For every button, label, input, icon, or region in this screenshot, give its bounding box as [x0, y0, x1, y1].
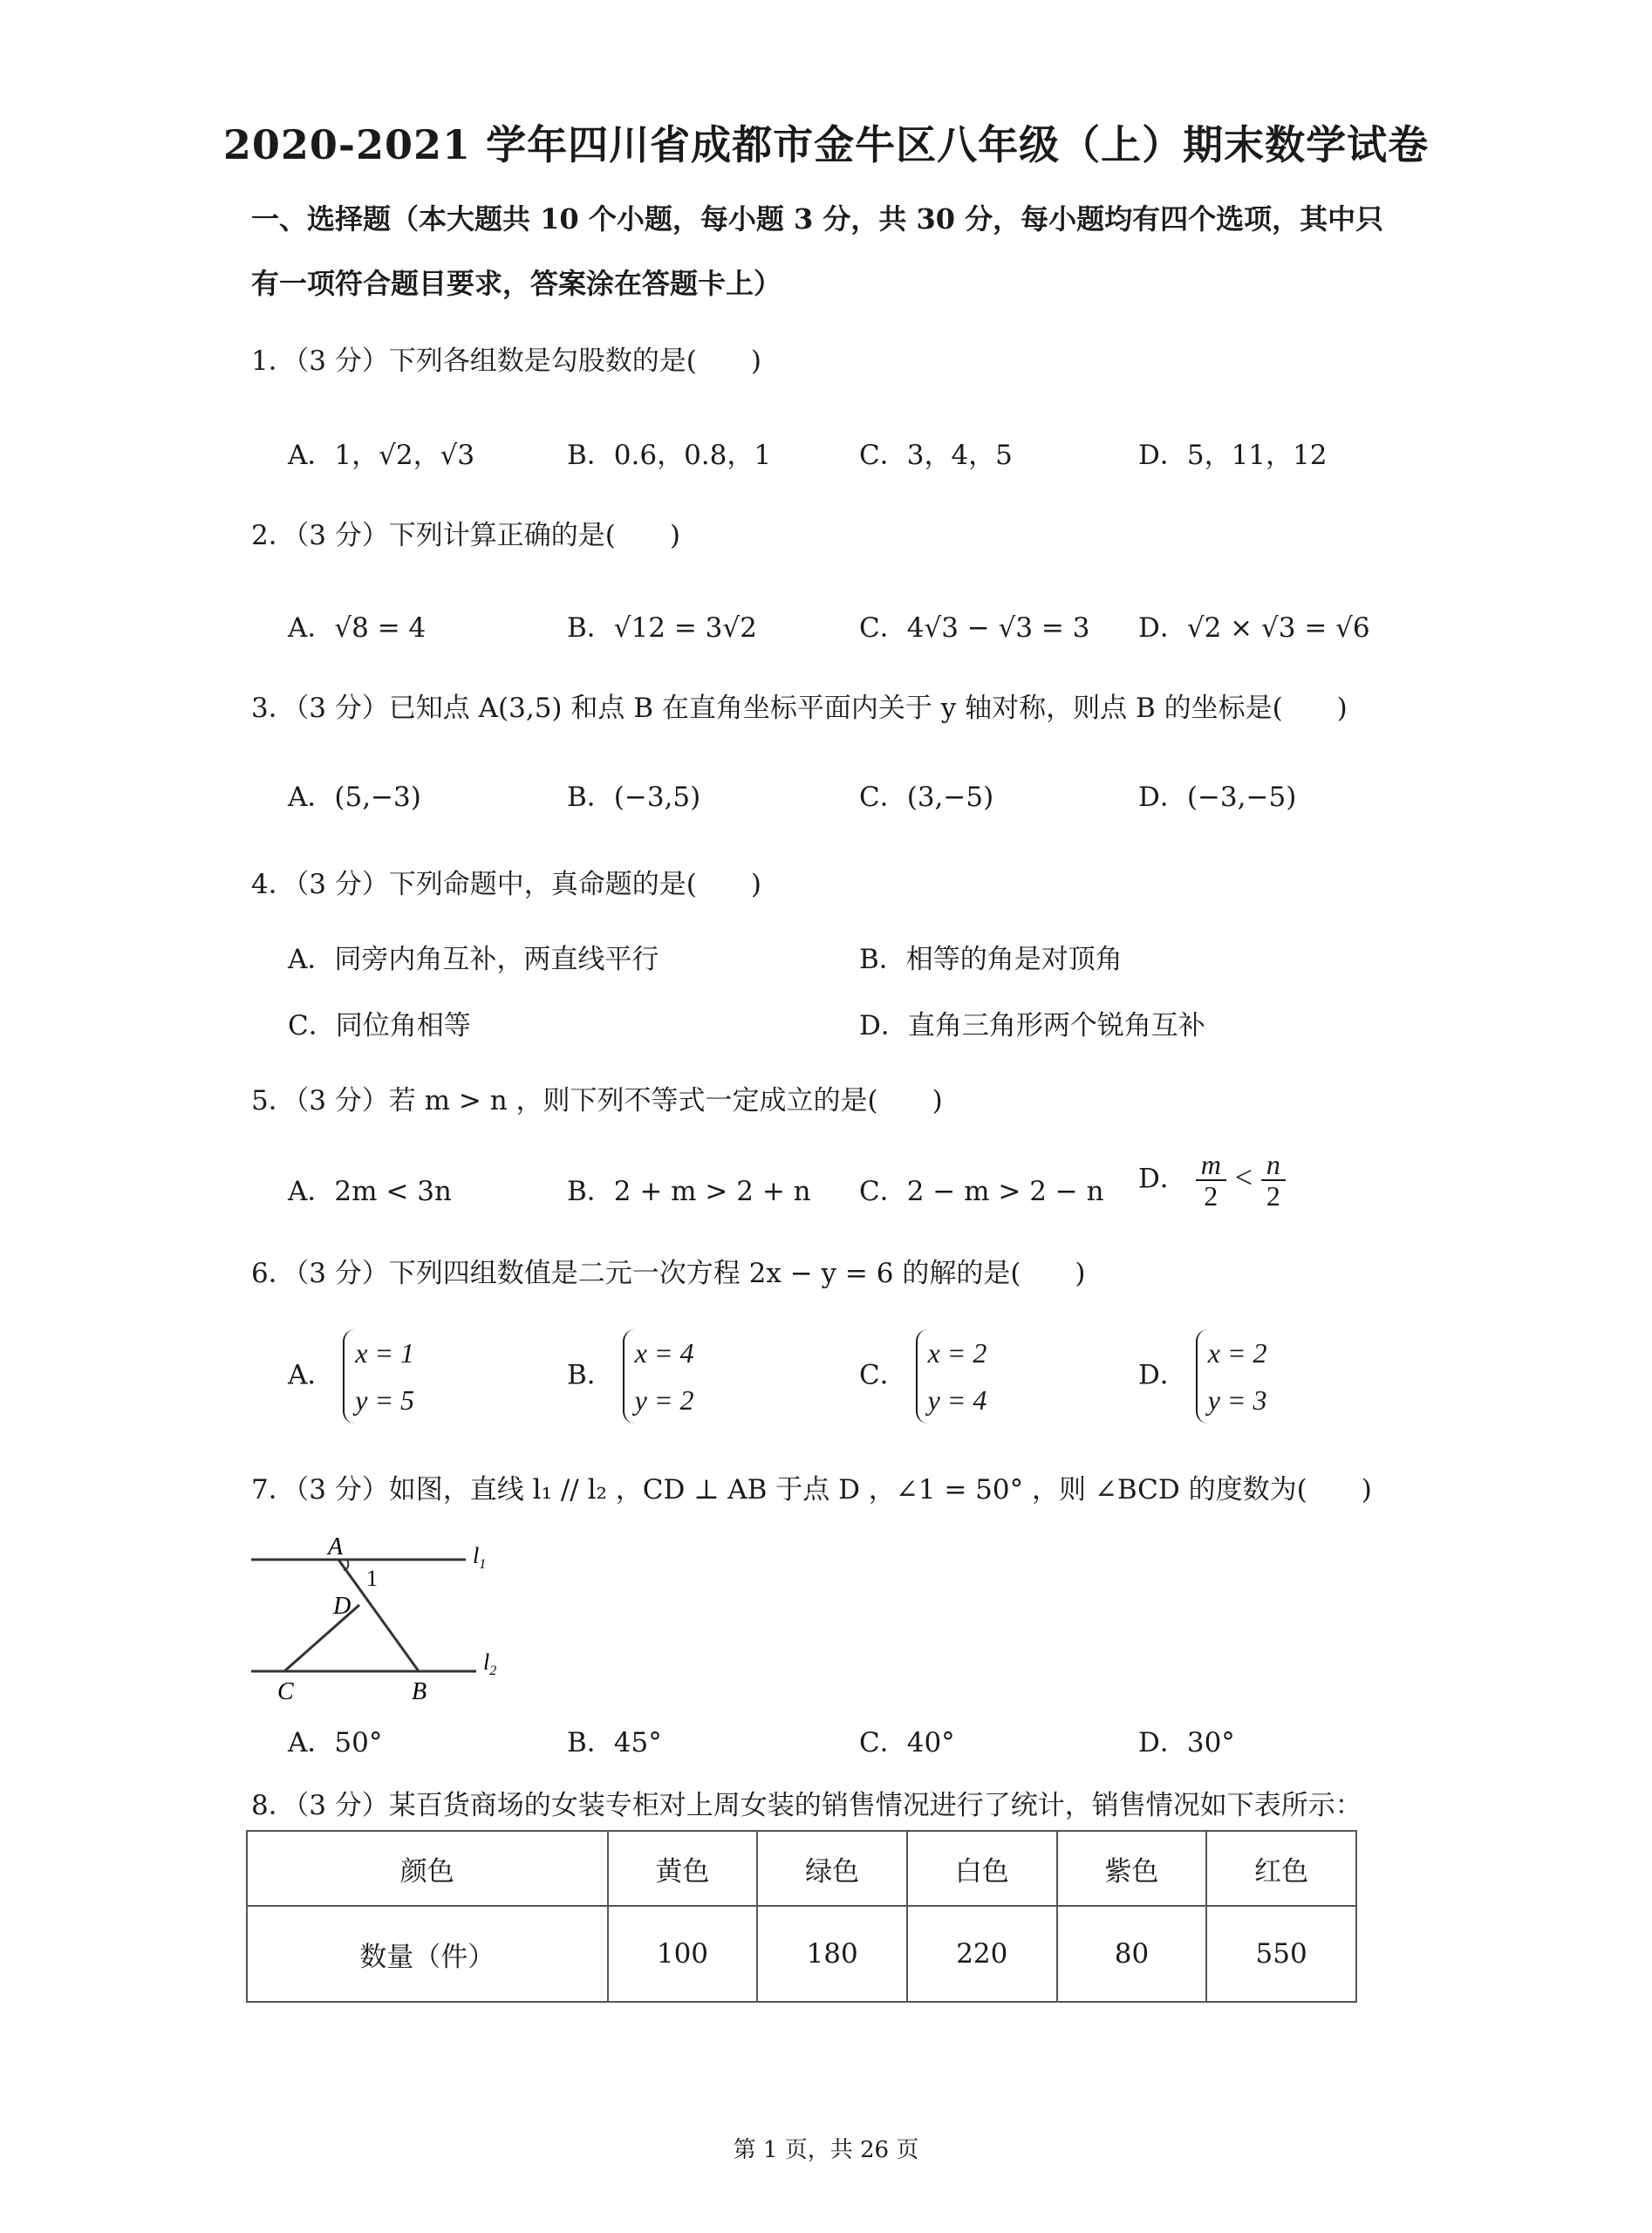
table-cell: 550 [1206, 1906, 1356, 2002]
label-a: A [328, 1533, 344, 1560]
equation-system: x = 2 y = 3 [1196, 1329, 1267, 1424]
q7-option-c: C．40° [859, 1727, 955, 1758]
q2-option-a: A．√8 = 4 [288, 612, 427, 644]
question-2-stem: 2．（3 分）下列计算正确的是( ) [251, 520, 680, 551]
table-cell: 红色 [1206, 1831, 1356, 1906]
fraction-n-over-2: $\frac{n}{2}$ [1261, 1150, 1286, 1211]
q4-option-d: D．直角三角形两个锐角互补 [859, 1010, 1205, 1041]
q1-option-d: D．5，11，12 [1138, 440, 1328, 471]
table-cell: 颜色 [247, 1831, 608, 1906]
question-5-stem: 5．（3 分）若 m > n ，则下列不等式一定成立的是( ) [251, 1085, 943, 1116]
q4-option-c: C．同位角相等 [288, 1010, 471, 1041]
q6-option-d: D． x = 2 y = 3 [1138, 1329, 1267, 1424]
q3-option-b: B．(−3,5) [567, 782, 701, 813]
question-8-stem: 8．（3 分）某百货商场的女装专柜对上周女装的销售情况进行了统计，销售情况如下表所示： [251, 1790, 1362, 1821]
q2-option-b: B．√12 = 3√2 [567, 612, 757, 644]
table-row [247, 1906, 1356, 2002]
q5-option-c: C．2 − m > 2 − n [859, 1176, 1104, 1207]
label-d: D [333, 1593, 352, 1620]
sales-table [246, 1830, 1357, 2003]
q1-option-a: A．1，√2，√3 [288, 440, 475, 471]
label-l1: $l_1$ [473, 1543, 487, 1572]
q5-option-d-label: D． [1138, 1163, 1187, 1195]
q5-option-a: A．2m < 3n [288, 1176, 452, 1207]
table-cell: 白色 [907, 1831, 1057, 1906]
question-4-stem: 4．（3 分）下列命题中，真命题的是( ) [251, 869, 761, 900]
q5-option-d: D． $\frac{m}{2}$ < $\frac{n}{2}$ [1138, 1150, 1286, 1211]
table-cell: 黄色 [608, 1831, 758, 1906]
page-title: 2020-2021 学年四川省成都市金牛区八年级（上）期末数学试卷 [222, 121, 1430, 168]
q6-option-c: C． x = 2 y = 4 [859, 1329, 986, 1424]
table-cell: 220 [907, 1906, 1057, 2002]
q4-option-a: A．同旁内角互补，两直线平行 [288, 944, 659, 975]
fraction-m-over-2: $\frac{m}{2}$ [1196, 1150, 1226, 1211]
equation-system: x = 4 y = 2 [623, 1329, 694, 1424]
q7-option-d: D．30° [1138, 1727, 1235, 1758]
table-cell: 100 [608, 1906, 758, 2002]
section-heading: 一、选择题（本大题共 10 个小题，每小题 3 分，共 30 分，每小题均有四个选项，其中只有一项符合题目要求，答案涂在答题卡上） [251, 202, 1384, 300]
q4-option-b: B．相等的角是对顶角 [859, 944, 1123, 975]
q3-option-c: C．(3,−5) [859, 782, 994, 813]
geometry-figure [248, 1528, 518, 1711]
q3-option-a: A．(5,−3) [288, 782, 421, 813]
q1-option-c: C．3，4，5 [859, 440, 1013, 471]
q7-option-b: B．45° [567, 1727, 662, 1758]
label-l2: $l_2$ [483, 1649, 497, 1678]
table-cell: 180 [757, 1906, 907, 2002]
q1-option-b: B．0.6，0.8，1 [567, 440, 772, 471]
table-cell: 数量（件） [247, 1906, 608, 2002]
question-3-stem: 3．（3 分）已知点 A(3,5) 和点 B 在直角坐标平面内关于 y 轴对称，则点 B 的坐标是( ) [251, 693, 1348, 724]
question-6-stem: 6．（3 分）下列四组数值是二元一次方程 2x − y = 6 的解的是( ) [251, 1258, 1086, 1289]
table-header-row [247, 1831, 1356, 1906]
q2-option-d: D．√2 × √3 = √6 [1138, 612, 1370, 644]
q7-option-a: A．50° [288, 1727, 383, 1758]
q6-option-b: B． x = 4 y = 2 [567, 1329, 693, 1424]
equation-system: x = 2 y = 4 [916, 1329, 987, 1424]
q6-option-a: A． x = 1 y = 5 [288, 1329, 414, 1424]
q3-option-d: D．(−3,−5) [1138, 782, 1297, 813]
q5-option-b: B．2 + m > 2 + n [567, 1176, 811, 1207]
table-cell: 紫色 [1057, 1831, 1207, 1906]
table-cell: 80 [1057, 1906, 1207, 2002]
label-angle-1: 1 [366, 1566, 378, 1591]
equation-system: x = 1 y = 5 [343, 1329, 414, 1424]
label-b: B [412, 1678, 427, 1705]
table-cell: 绿色 [757, 1831, 907, 1906]
question-1-stem: 1．（3 分）下列各组数是勾股数的是( ) [251, 345, 761, 377]
label-c: C [277, 1678, 294, 1705]
q2-option-c: C．4√3 − √3 = 3 [859, 612, 1090, 644]
page-footer: 第 1 页，共 26 页 [733, 2137, 919, 2163]
question-7-stem: 7．（3 分）如图，直线 l₁ // l₂ ，CD ⊥ AB 于点 D ，∠1 = 50° ，则 ∠BCD 的度数为( ) [251, 1474, 1372, 1506]
